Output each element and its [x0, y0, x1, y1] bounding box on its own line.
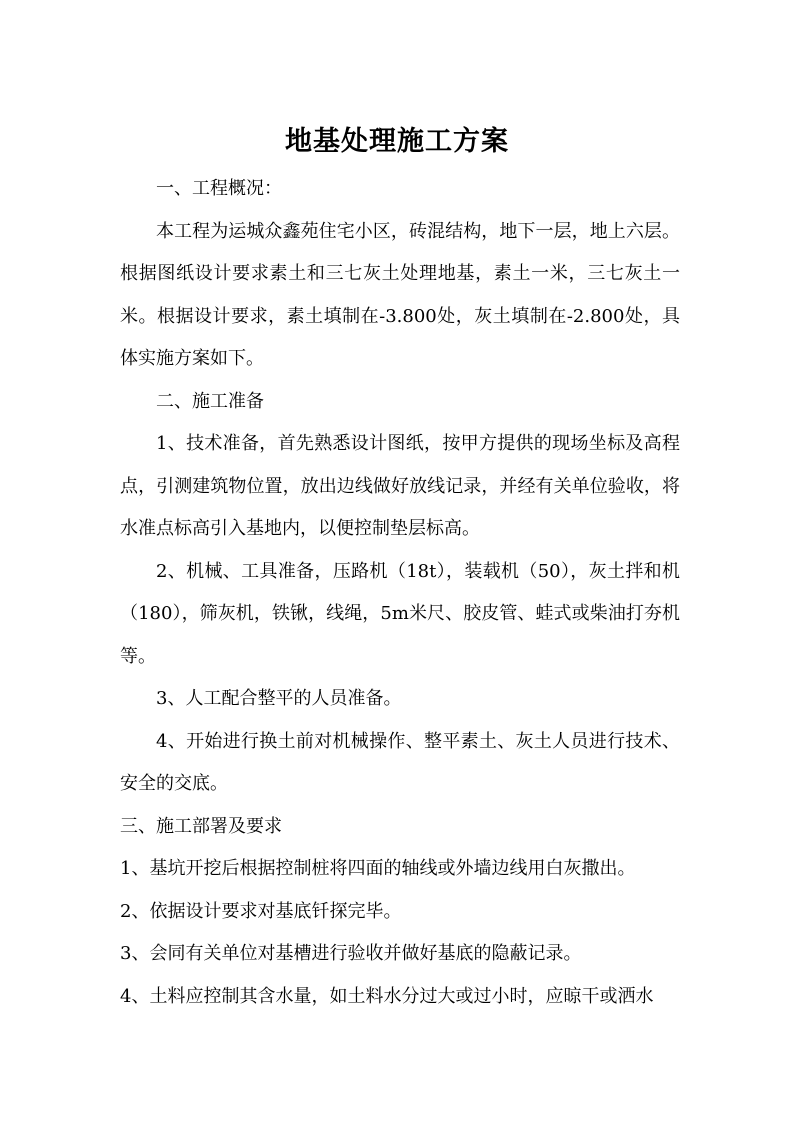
section-heading-deployment: 三、施工部署及要求: [120, 815, 282, 837]
deploy-item-inspection: 3、会同有关单位对基槽进行验收并做好基底的隐蔽记录。: [120, 943, 582, 964]
deploy-item-moisture: 4、土料应控制其含水量，如土料水分过大或过小时，应晾干或洒水: [120, 985, 654, 1007]
section-heading-preparation: 二、施工准备: [156, 390, 264, 412]
prep-item-machinery: 2、机械、工具准备，压路机（18t），装载机（50），灰土拌和机（180），筛灰机，铁锹，线绳，5m米尺、胶皮管、蛙式或柴油打夯机等。: [120, 560, 680, 667]
deploy-item-axis-marking: 1、基坑开挖后根据控制桩将四面的轴线或外墙边线用白灰撒出。: [120, 858, 636, 879]
document-body: [120, 168, 680, 1018]
prep-item-briefing: 4、开始进行换土前对机械操作、整平素土、灰土人员进行技术、安全的交底。: [120, 730, 680, 794]
deploy-item-probing: 2、依据设计要求对基底钎探完毕。: [120, 900, 402, 922]
section-heading-overview: 一、工程概况：: [156, 178, 282, 199]
prep-item-personnel: 3、人工配合整平的人员准备。: [156, 688, 402, 709]
overview-paragraph: 本工程为运城众鑫苑住宅小区，砖混结构，地下一层，地上六层。根据图纸设计要求素土和三七灰土处理地基，素土一米，三七灰土一米。根据设计要求，素土填制在-3.800处，灰土填制在-2.800处，具体实施方案如下。: [120, 220, 680, 369]
document-title: 地基处理施工方案: [285, 126, 509, 157]
prep-item-technical: 1、技术准备，首先熟悉设计图纸，按甲方提供的现场坐标及高程点，引测建筑物位置，放出边线做好放线记录，并经有关单位验收，将水准点标高引入基地内，以便控制垫层标高。: [120, 433, 680, 539]
